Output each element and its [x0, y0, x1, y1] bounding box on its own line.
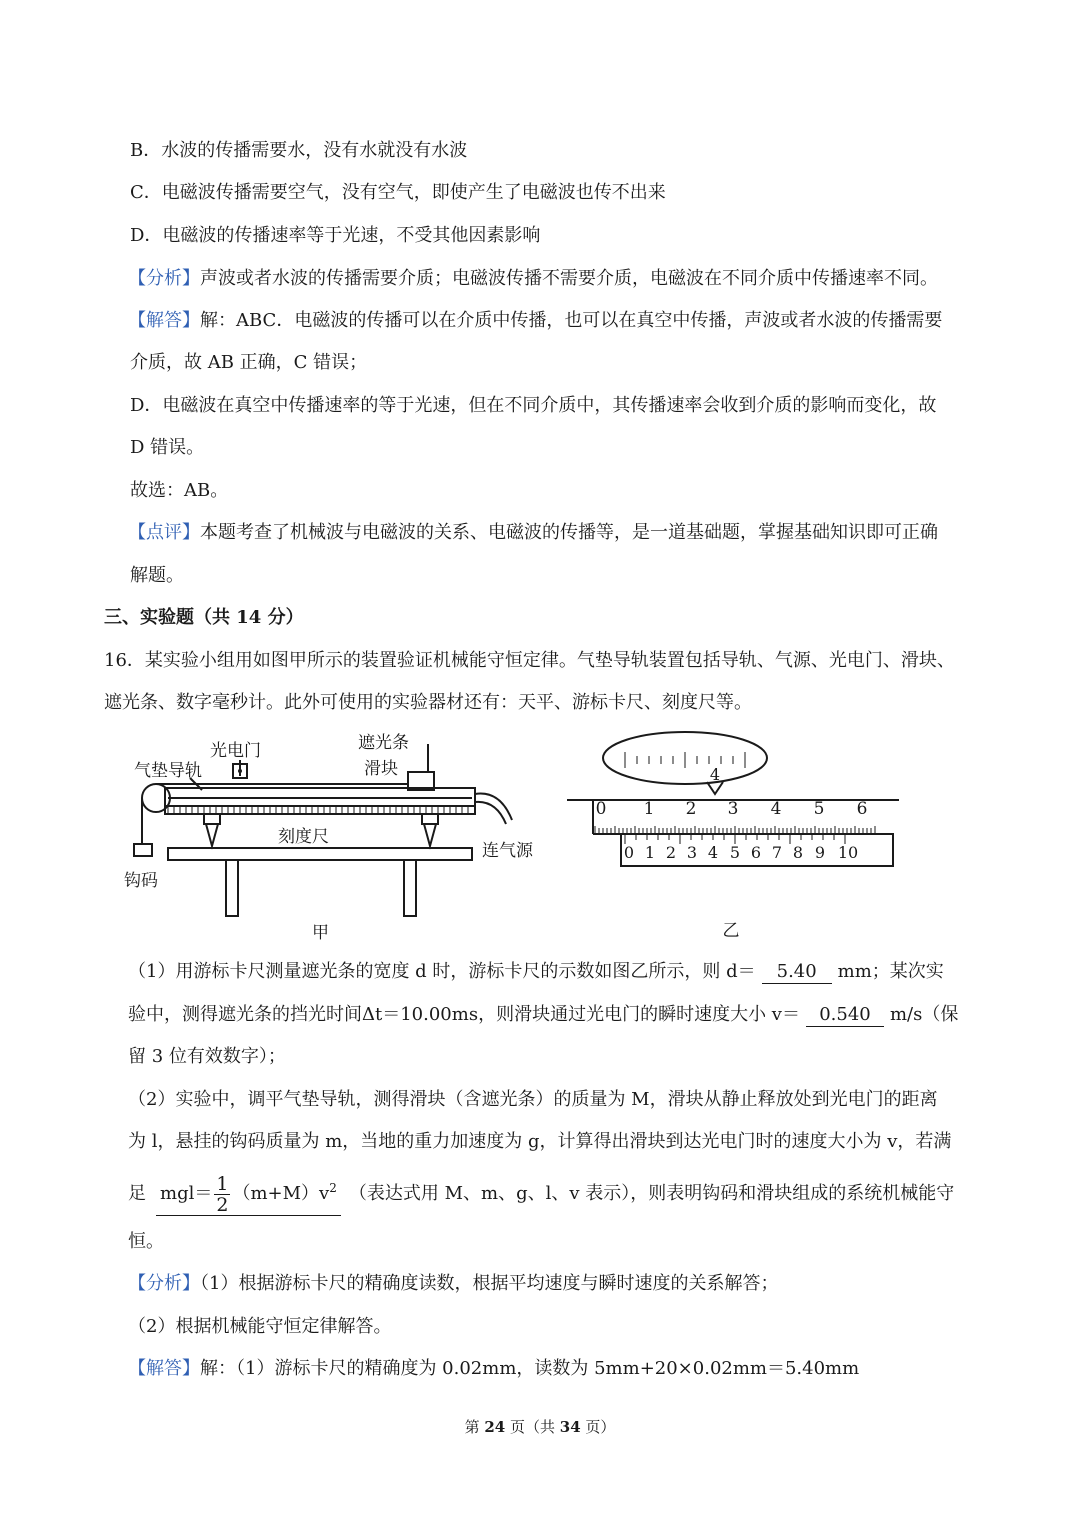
zoom-label: 4: [709, 765, 721, 784]
vernier-label: 3: [686, 843, 698, 862]
vernier-label: 2: [665, 843, 677, 862]
q16-stem-line1: 16．某实验小组用如图甲所示的装置验证机械能守恒定律。气垫导轨装置包括导轨、气源、光电门、滑块、: [104, 650, 955, 671]
fraction: [214, 1174, 230, 1215]
answer-d: 5.40: [762, 961, 832, 984]
part1-text-a: （1）用游标卡尺测量遮光条的宽度 d 时，游标卡尺的示数如图乙所示，则 d＝: [128, 961, 756, 982]
section-title: 三、实验题（共 14 分）: [104, 607, 304, 628]
vernier-label: 6: [750, 843, 762, 862]
q15-solution-line4: D 错误。: [130, 437, 205, 458]
q15-solution-line2: 介质，故 AB 正确，C 错误；: [130, 352, 368, 373]
expr-pre: mgl＝: [160, 1183, 213, 1204]
vernier-label: 4: [707, 843, 719, 862]
label-photogate: 光电门: [210, 741, 261, 761]
expr-sup: 2: [329, 1181, 337, 1195]
label-shade: 遮光条: [358, 733, 409, 753]
q15-solution-line1: [128, 309, 1080, 333]
part2-text-b: （表达式用 M、m、g、l、v 表示），则表明钩码和滑块组成的系统机械能守: [348, 1183, 955, 1204]
q15-analysis: [128, 267, 1080, 291]
main-label: 3: [727, 799, 739, 819]
option-c: C．电磁波传播需要空气，没有空气，即使产生了电磁波也传不出来: [130, 182, 666, 203]
q15-solution-line3: D．电磁波在真空中传播速率的等于光速，但在不同介质中，其传播速率会收到介质的影响而变化，故: [130, 395, 937, 416]
vernier-label: 9: [814, 843, 826, 862]
photogate-dot: [238, 769, 242, 773]
weight-block: [134, 844, 152, 856]
answer-expression: [156, 1170, 341, 1216]
support-left: [204, 814, 220, 846]
support-right: [422, 814, 438, 846]
page-total: 34: [559, 1418, 581, 1436]
q16-part1-line1: [128, 960, 1080, 984]
ruler-strip: [165, 806, 475, 814]
q16-part2-line2: 为 l，悬挂的钩码质量为 m，当地的重力加速度为 g，计算得出滑块到达光电门时的速度大小为 v，若满: [128, 1131, 952, 1152]
footer-mid: 页（共: [505, 1418, 560, 1436]
frac-denominator: 2: [216, 1193, 229, 1216]
analysis-tag: 【分析】: [128, 268, 200, 289]
ruler-ticks: [168, 806, 468, 814]
vernier-scale-labels: [624, 843, 858, 862]
label-air-track: 气垫导轨: [134, 761, 202, 781]
q16-analysis-line2: （2）根据机械能守恒定律解答。: [128, 1316, 392, 1337]
main-label: 6: [856, 799, 868, 819]
comment-tag: 【点评】: [128, 522, 200, 543]
vernier-label: 8: [792, 843, 804, 862]
part2-text-a: 足: [128, 1183, 146, 1204]
answer-v: 0.540: [806, 1004, 884, 1027]
page-footer: [0, 1416, 1080, 1437]
table-leg-right: [404, 860, 416, 916]
analysis-text: （1）根据游标卡尺的精确度读数，根据平均速度与瞬时速度的关系解答；: [200, 1273, 779, 1294]
part1-text-c: 验中，测得遮光条的挡光时间Δt＝10.00ms，则滑块通过光电门的瞬时速度大小 v＝: [128, 1004, 800, 1025]
expr-post: （m+M）v: [232, 1183, 330, 1204]
q16-part1-line2: [128, 1003, 1080, 1027]
option-d: D．电磁波的传播速率等于光速，不受其他因素影响: [130, 225, 541, 246]
analysis-text: 声波或者水波的传播需要介质；电磁波传播不需要介质，电磁波在不同介质中传播速率不同。: [200, 268, 938, 289]
caption-yi: 乙: [722, 921, 740, 941]
part1-text-b: mm；某次实: [837, 961, 944, 982]
label-slider: 滑块: [364, 759, 398, 779]
analysis-tag: 【分析】: [128, 1273, 200, 1294]
figure-yi: [565, 730, 905, 944]
main-label: 2: [685, 799, 697, 819]
q16-analysis-line1: [128, 1272, 1080, 1296]
q15-choice: 故选：AB。: [130, 480, 229, 501]
q16-part2-line3: [128, 1170, 1080, 1216]
main-label: 1: [643, 799, 655, 819]
q15-comment-line1: [128, 521, 1080, 545]
solution-text: 解：ABC．电磁波的传播可以在介质中传播，也可以在真空中传播，声波或者水波的传播需要: [200, 310, 943, 331]
footer-suffix: 页）: [580, 1418, 616, 1436]
comment-text: 本题考查了机械波与电磁波的关系、电磁波的传播等，是一道基础题，掌握基础知识即可正确: [200, 522, 938, 543]
main-scale-ticks: [595, 826, 875, 834]
label-weight: 钩码: [124, 871, 158, 891]
figure-jia: [120, 728, 560, 944]
main-label: 4: [770, 799, 782, 819]
q16-part2-line1: （2）实验中，调平气垫导轨，测得滑块（含遮光条）的质量为 M，滑块从静止释放处到光电门的距离: [128, 1089, 938, 1110]
vernier-label: 10: [837, 843, 859, 862]
q16-stem-line2: 遮光条、数字毫秒计。此外可使用的实验器材还有：天平、游标卡尺、刻度尺等。: [104, 692, 752, 713]
table-top: [168, 848, 472, 860]
frac-numerator: 1: [216, 1172, 229, 1195]
solution-tag: 【解答】: [128, 310, 200, 331]
label-ruler: 刻度尺: [278, 827, 329, 847]
caption-jia: 甲: [312, 923, 329, 943]
vernier-label: 5: [729, 843, 741, 862]
page-number: 24: [484, 1418, 506, 1436]
q16-part2-line4: 恒。: [128, 1231, 164, 1252]
zoom-ticks: [625, 752, 745, 768]
solution-text: 解：（1）游标卡尺的精确度为 0.02mm，读数为 5mm+20×0.02mm＝5.40mm: [200, 1358, 860, 1379]
q16-solution-line1: [128, 1357, 1080, 1381]
table-leg-left: [226, 860, 238, 916]
main-scale-labels: [596, 799, 868, 819]
vernier-label: 7: [771, 843, 783, 862]
solution-tag: 【解答】: [128, 1358, 200, 1379]
vernier-label: 1: [644, 843, 656, 862]
footer-prefix: 第: [464, 1418, 485, 1436]
label-air-source: 连气源: [482, 841, 533, 861]
main-label: 5: [813, 799, 825, 819]
option-b: B．水波的传播需要水，没有水就没有水波: [130, 140, 468, 161]
air-hose-2: [475, 802, 506, 824]
q16-part1-line3: 留 3 位有效数字）；: [128, 1046, 286, 1067]
vernier-label: 0: [623, 843, 635, 862]
main-label: 0: [595, 799, 607, 819]
part1-text-d: m/s（保: [889, 1004, 959, 1025]
q15-comment-line2: 解题。: [130, 565, 184, 586]
